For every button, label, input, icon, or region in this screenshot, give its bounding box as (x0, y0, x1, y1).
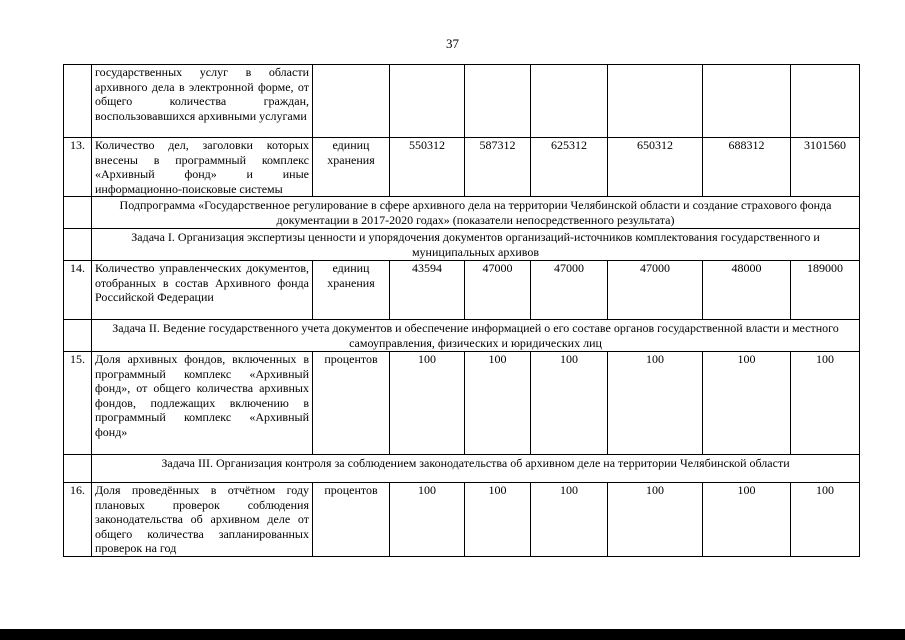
indicator-description: Количество дел, заголовки которых внесены в программный комплекс «Архивный фонд» и иные информационно-поисковые системы (92, 138, 313, 197)
value-cell: 100 (465, 483, 531, 557)
value-cell: 100 (390, 352, 465, 455)
table-row (64, 352, 860, 455)
value-cell: 100 (703, 352, 791, 455)
value-cell: 550312 (390, 138, 465, 197)
value-cell: 3101560 (791, 138, 860, 197)
value-cell: 100 (791, 483, 860, 557)
indicator-description: государственных услуг в области архивного дела в электронной форме, от общего количества граждан, воспользовавшихся архивными услугами (92, 65, 313, 138)
value-cell: 100 (531, 483, 608, 557)
row-number (64, 320, 92, 352)
row-number: 15. (64, 352, 92, 455)
unit-cell: процентов (313, 483, 390, 557)
task-heading: Задача I. Организация экспертизы ценности и упорядочения документов организаций-источников комплектования государственного и муниципальных архивов (92, 229, 860, 261)
value-cell (531, 65, 608, 138)
table-row (64, 261, 860, 320)
value-cell: 100 (703, 483, 791, 557)
value-cell: 48000 (703, 261, 791, 320)
value-cell (791, 65, 860, 138)
row-number (64, 65, 92, 138)
value-cell: 100 (531, 352, 608, 455)
unit-cell: единиц хранения (313, 261, 390, 320)
value-cell: 47000 (465, 261, 531, 320)
value-cell: 688312 (703, 138, 791, 197)
subprogram-heading: Подпрограмма «Государственное регулирование в сфере архивного дела на территории Челябинской области и создание страхового фонда документации в 2017-2020 годах» (показатели непосредственного результата) (92, 197, 860, 229)
table-row (64, 138, 860, 197)
indicator-description: Количество управленческих документов, отобранных в состав Архивного фонда Российской Федерации (92, 261, 313, 320)
value-cell: 189000 (791, 261, 860, 320)
value-cell (390, 65, 465, 138)
value-cell: 100 (608, 352, 703, 455)
section-row (64, 455, 860, 483)
indicator-description: Доля проведённых в отчётном году плановых проверок соблюдения законодательства об архивном деле от общего количества запланированных проверок на год (92, 483, 313, 557)
unit-cell (313, 65, 390, 138)
row-number: 14. (64, 261, 92, 320)
unit-cell: процентов (313, 352, 390, 455)
value-cell (703, 65, 791, 138)
value-cell: 100 (608, 483, 703, 557)
value-cell: 43594 (390, 261, 465, 320)
task-heading: Задача II. Ведение государственного учета документов и обеспечение информацией о его составе органов государственной власти и местного самоуправления, физических и юридических лиц (92, 320, 860, 352)
unit-cell: единиц хранения (313, 138, 390, 197)
indicators-table (63, 64, 860, 557)
section-row (64, 229, 860, 261)
value-cell (465, 65, 531, 138)
value-cell: 100 (791, 352, 860, 455)
page-number: 37 (446, 36, 459, 51)
value-cell: 47000 (531, 261, 608, 320)
row-number (64, 229, 92, 261)
section-row (64, 320, 860, 352)
task-heading: Задача III. Организация контроля за соблюдением законодательства об архивном деле на территории Челябинской области (92, 455, 860, 483)
row-number (64, 197, 92, 229)
row-number: 13. (64, 138, 92, 197)
value-cell: 587312 (465, 138, 531, 197)
row-number (64, 455, 92, 483)
value-cell: 47000 (608, 261, 703, 320)
value-cell: 625312 (531, 138, 608, 197)
section-row (64, 197, 860, 229)
value-cell (608, 65, 703, 138)
table-row (64, 483, 860, 557)
table-row (64, 65, 860, 138)
row-number: 16. (64, 483, 92, 557)
value-cell: 100 (465, 352, 531, 455)
value-cell: 650312 (608, 138, 703, 197)
value-cell: 100 (390, 483, 465, 557)
indicator-description: Доля архивных фондов, включенных в программный комплекс «Архивный фонд», от общего количества архивных фондов, подлежащих включению в программный комплекс «Архивный фонд» (92, 352, 313, 455)
scan-edge-bar (0, 629, 905, 640)
